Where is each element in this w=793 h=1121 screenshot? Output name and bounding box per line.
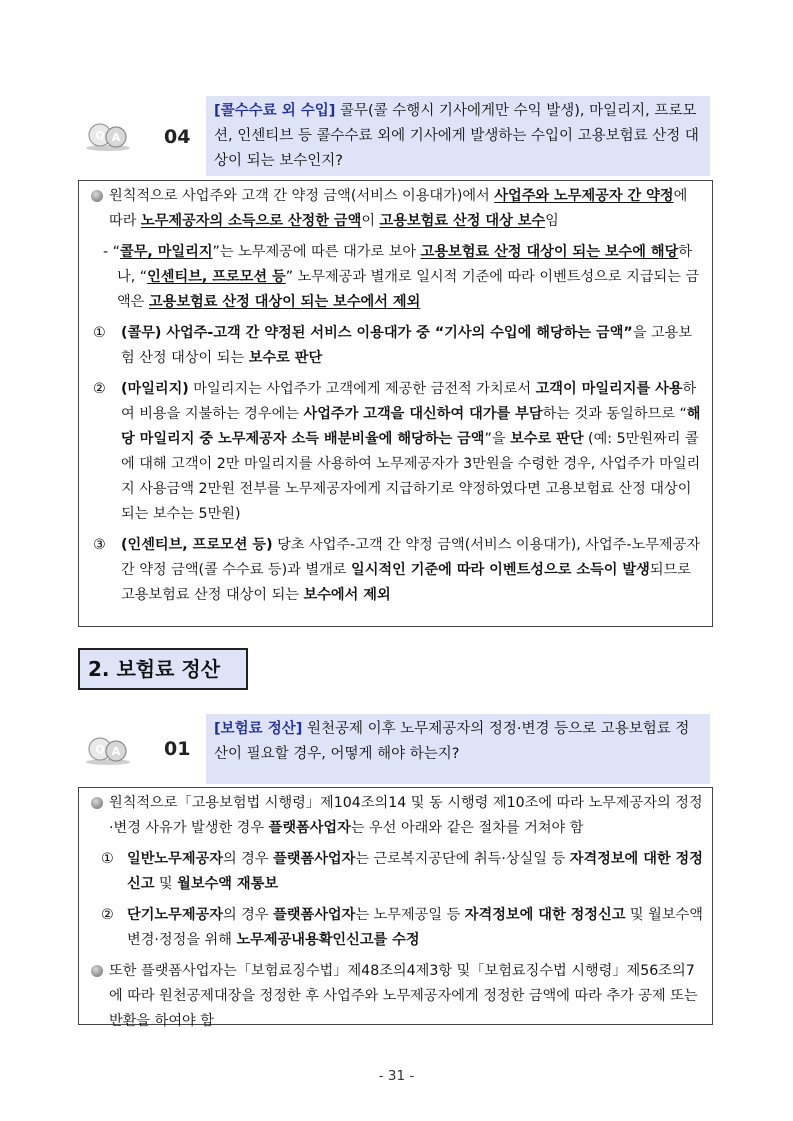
question-number: 04 — [164, 126, 191, 148]
section-title: 2. 보험료 정산 — [78, 648, 248, 690]
qa-header-04 — [78, 96, 712, 176]
answer-numbered-item-2: ② (마일리지) 마일리지는 사업주가 고객에게 제공한 금전적 가치로서 고객이 마일리지를 사용하여 비용을 지불하는 경우에는 사업주가 고객을 대신하여 대가를 부담하는 것과 동일하므로 “해당 마일리지 중 노무제공자 소득 배분비율에 해당하는 금액”을 보수로 판단 (예: 5만원짜리 콜에 대해 고객이 2만 마일리지를 사용하여 노무제공자가 3만원을 수령한 경우, 사업주가 마일리지 사용금액 2만원 전부를 노무제공자에게 지급하기로 약정하였다면 고용보험료 산정 대상이 되는 보수는 5만원) — [93, 381, 701, 522]
svg-text:Q: Q — [95, 743, 105, 756]
answer-box-04 — [78, 180, 713, 627]
answer-numbered-item-3: ③ (인센티브, 프로모션 등) 당초 사업주-고객 간 약정 금액(서비스 이용대가), 사업주-노무제공자 간 약정 금액(콜 수수료 등)과 별개로 일시적인 기준에 따라 이벤트성으로 소득이 발생되므로 고용보험료 산정 대상이 되는 보수에서 제외 — [93, 537, 701, 603]
qa-icon — [84, 732, 132, 766]
answer-bullet: 또한 플랫폼사업자는「보험료징수법」제48조의4제3항 및「보험료징수법 시행령」제56조의7에 따라 원천공제대장을 정정한 후 사업주와 노무제공자에게 정정한 금액에 따라 추가 공제 또는 반환을 하여야 함 — [87, 959, 704, 1034]
svg-text:A: A — [111, 745, 121, 758]
bullet-icon — [91, 190, 103, 202]
page-number: - 31 - — [378, 1068, 415, 1084]
question-number: 01 — [164, 738, 191, 760]
question-text: [보험료 정산] 원천공제 이후 노무제공자의 정정·변경 등으로 고용보험료 정산이 필요할 경우, 어떻게 해야 하는지? — [206, 714, 710, 784]
answer-bullet: 원칙적으로「고용보험법 시행령」제104조의14 및 동 시행령 제10조에 따라 노무제공자의 정정·변경 사유가 발생한 경우 플랫폼사업자는 우선 아래와 같은 절차를 거쳐야 함 — [87, 791, 704, 841]
answer-numbered-item-1: ① 일반노무제공자의 경우 플랫폼사업자는 근로복지공단에 취득·상실일 등 자격정보에 대한 정정신고 및 월보수액 재통보 — [101, 851, 703, 892]
answer-dash-item: - “콜무, 마일리지”는 노무제공에 따른 대가로 보아 고용보험료 산정 대상이 되는 보수에 해당하나, “인센티브, 프로모션 등” 노무제공과 별개로 일시적 기준에 따라 이벤트성으로 지급되는 금액은 고용보험료 산정 대상이 되는 보수에서 제외 — [103, 244, 700, 310]
question-text: [콜수수료 외 수입] 콜무(콜 수행시 기사에게만 수익 발생), 마일리지, 프로모션, 인센티브 등 콜수수료 외에 기사에게 발생하는 수입이 고용보험료 산정 대상이 되는 보수인지? — [206, 96, 710, 176]
question-tag: [콜수수료 외 수입] — [214, 103, 336, 119]
qa-header-01 — [78, 714, 712, 784]
bullet-icon — [91, 797, 103, 809]
question-tag: [보험료 정산] — [214, 721, 303, 737]
answer-numbered-item-1: ① (콜무) 사업주-고객 간 약정된 서비스 이용대가 중 “기사의 수입에 해당하는 금액”을 고용보험 산정 대상이 되는 보수로 판단 — [93, 325, 693, 366]
answer-box-01 — [78, 787, 713, 1029]
svg-text:A: A — [111, 131, 121, 144]
answer-bullet: 원칙적으로 사업주와 고객 간 약정 금액(서비스 이용대가)에서 사업주와 노무제공자 간 약정에 따라 노무제공자의 소득으로 산정한 금액이 고용보험료 산정 대상 보수임 — [87, 184, 704, 234]
qa-icon — [84, 118, 132, 152]
svg-text:Q: Q — [95, 129, 105, 142]
answer-numbered-item-2: ② 단기노무제공자의 경우 플랫폼사업자는 노무제공일 등 자격정보에 대한 정정신고 및 월보수액 변경·정정을 위해 노무제공내용확인신고를 수정 — [101, 907, 703, 948]
bullet-icon — [91, 965, 103, 977]
